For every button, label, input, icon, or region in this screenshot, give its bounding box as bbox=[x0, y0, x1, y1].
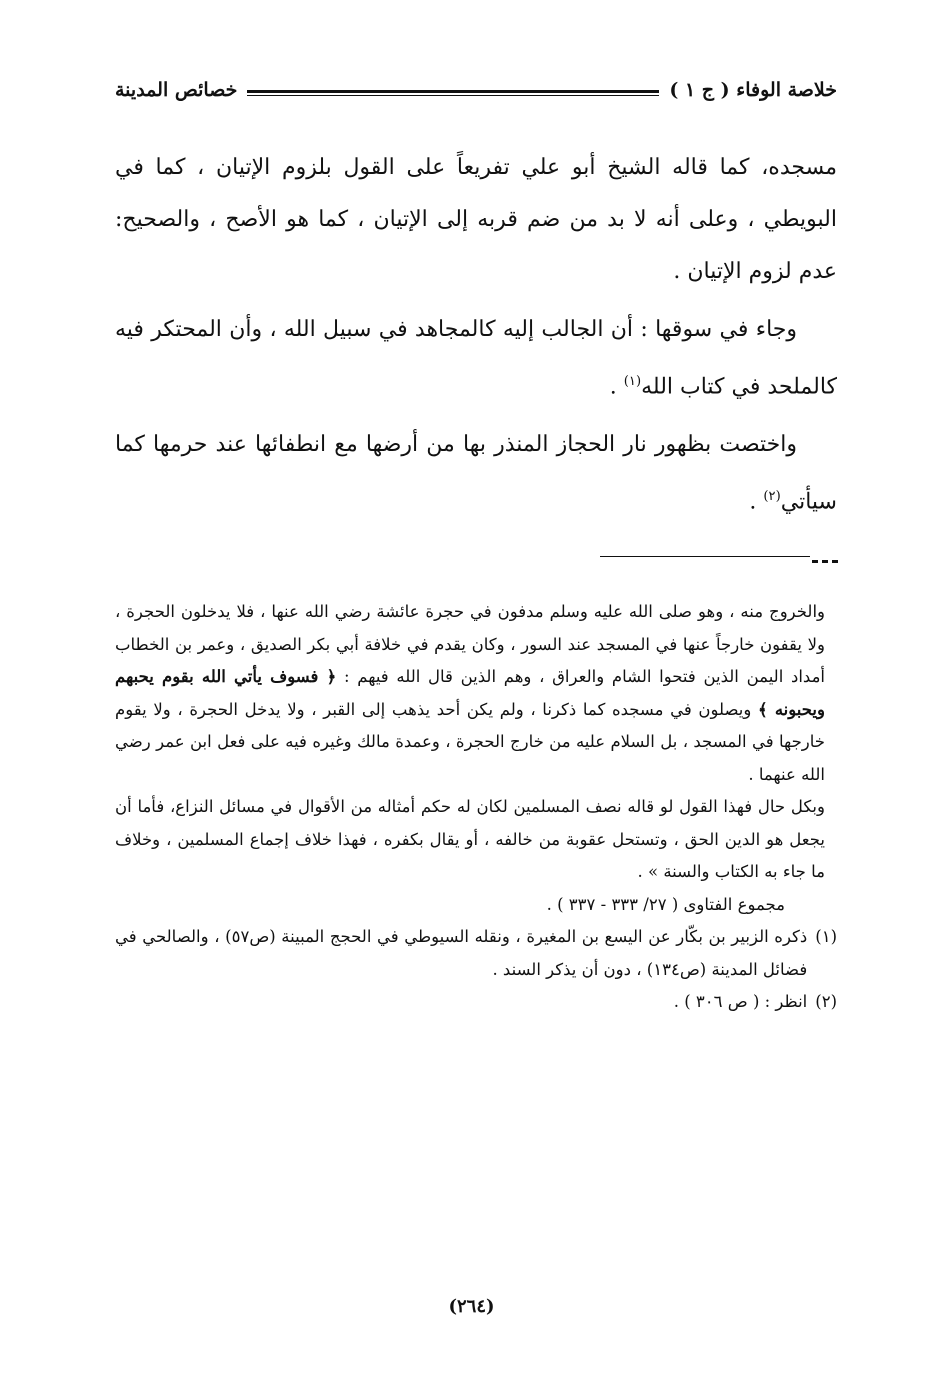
header-rule bbox=[247, 90, 659, 93]
footnotes bbox=[115, 596, 837, 1019]
footnote-source: مجموع الفتاوى ( ٢٧/ ٣٣٣ - ٣٣٧ ) . bbox=[546, 894, 785, 914]
paragraph-2 bbox=[115, 304, 837, 413]
continuation-text-b: ويصلون في مسجده كما ذكرنا ، ولم يكن أحد يذهب إلى القبر ، ولا يدخل الحجرة ، ولا يقوم خارجها في المسجد ، بل السلام عليه من خارج الحجرة ، وعمدة مالك وغيره فيه على فعل ابن عمر رضي الله عنهما . bbox=[115, 699, 825, 784]
footnote-separator bbox=[600, 556, 810, 557]
footnote-ref-2: (٢) bbox=[763, 489, 781, 505]
footnote-2-text: انظر : ( ص ٣٠٦ ) . bbox=[673, 992, 808, 1011]
book-title: خلاصة الوفاء ( ج ١ ) bbox=[669, 79, 837, 101]
paragraph-3-end: . bbox=[749, 489, 764, 515]
paragraph-2-end: . bbox=[609, 374, 624, 400]
footnote-1 bbox=[115, 921, 837, 986]
running-header bbox=[115, 72, 837, 108]
footnote-continuation-1 bbox=[115, 596, 837, 791]
continuation-text-a: والخروج منه ، وهو صلى الله عليه وسلم مدفون في حجرة عائشة رضي الله عنها ، فلا يدخلون الحجرة ، ولا يقفون خارجاً عنها في المسجد عند السور ، وكان يقدم في خلافة أبي بكر الصديق ، وعمر بن الخطاب أمداد اليمن الذين فتحوا الشام والعراق ، وهم الذين قال الله فيهم : bbox=[115, 602, 825, 686]
paragraph-3 bbox=[115, 419, 837, 528]
footnote-2-number: (٢) bbox=[815, 992, 837, 1011]
quran-quote: ﴿ فسوف يأتي الله بقوم يحبهم ويحبونه ﴾ bbox=[115, 667, 825, 719]
footnote-2 bbox=[115, 986, 837, 1019]
section-title: خصائص المدينة bbox=[115, 79, 238, 101]
continuation-mark bbox=[812, 560, 838, 563]
paragraph-2-text: وجاء في سوقها : أن الجالب إليه كالمجاهد في سبيل الله ، وأن المحتكر فيه كالملحد في كتاب الله bbox=[115, 317, 837, 400]
footnote-continuation-2: وبكل حال فهذا القول لو قاله نصف المسلمين لكان له حكم أمثاله من الأقوال في مسائل النزاع، فأما أن يجعل هو الدين الحق ، وتستحل عقوبة من خالفه ، أو يقال بكفره ، فهذا خلاف إجماع المسلمين ، وخلاف ما جاء به الكتاب والسنة » . bbox=[115, 797, 825, 881]
paragraph-3-text: واختصت بظهور نار الحجاز المنذر بها من أرضها مع انطفائها عند حرمها كما سيأتي bbox=[115, 432, 837, 515]
main-text bbox=[115, 142, 837, 535]
footnote-1-text: ذكره الزبير بن بكّار عن اليسع بن المغيرة ، ونقله السيوطي في الحجج المبينة (ص٥٧) ، والصالحي في فضائل المدينة (ص١٣٤) ، دون أن يذكر السند . bbox=[115, 927, 808, 979]
paragraph-1: مسجده، كما قاله الشيخ أبو علي تفريعاً على القول بلزوم الإتيان ، كما في البويطي ، وعلى أنه لا بد من ضم قربه إلى الإتيان ، كما هو الأصح ، والصحيح: عدم لزوم الإتيان . bbox=[115, 155, 837, 284]
page-number: (٢٦٤) bbox=[448, 1296, 495, 1317]
footnote-ref-1: (١) bbox=[623, 374, 642, 389]
footnote-1-number: (١) bbox=[815, 927, 837, 946]
